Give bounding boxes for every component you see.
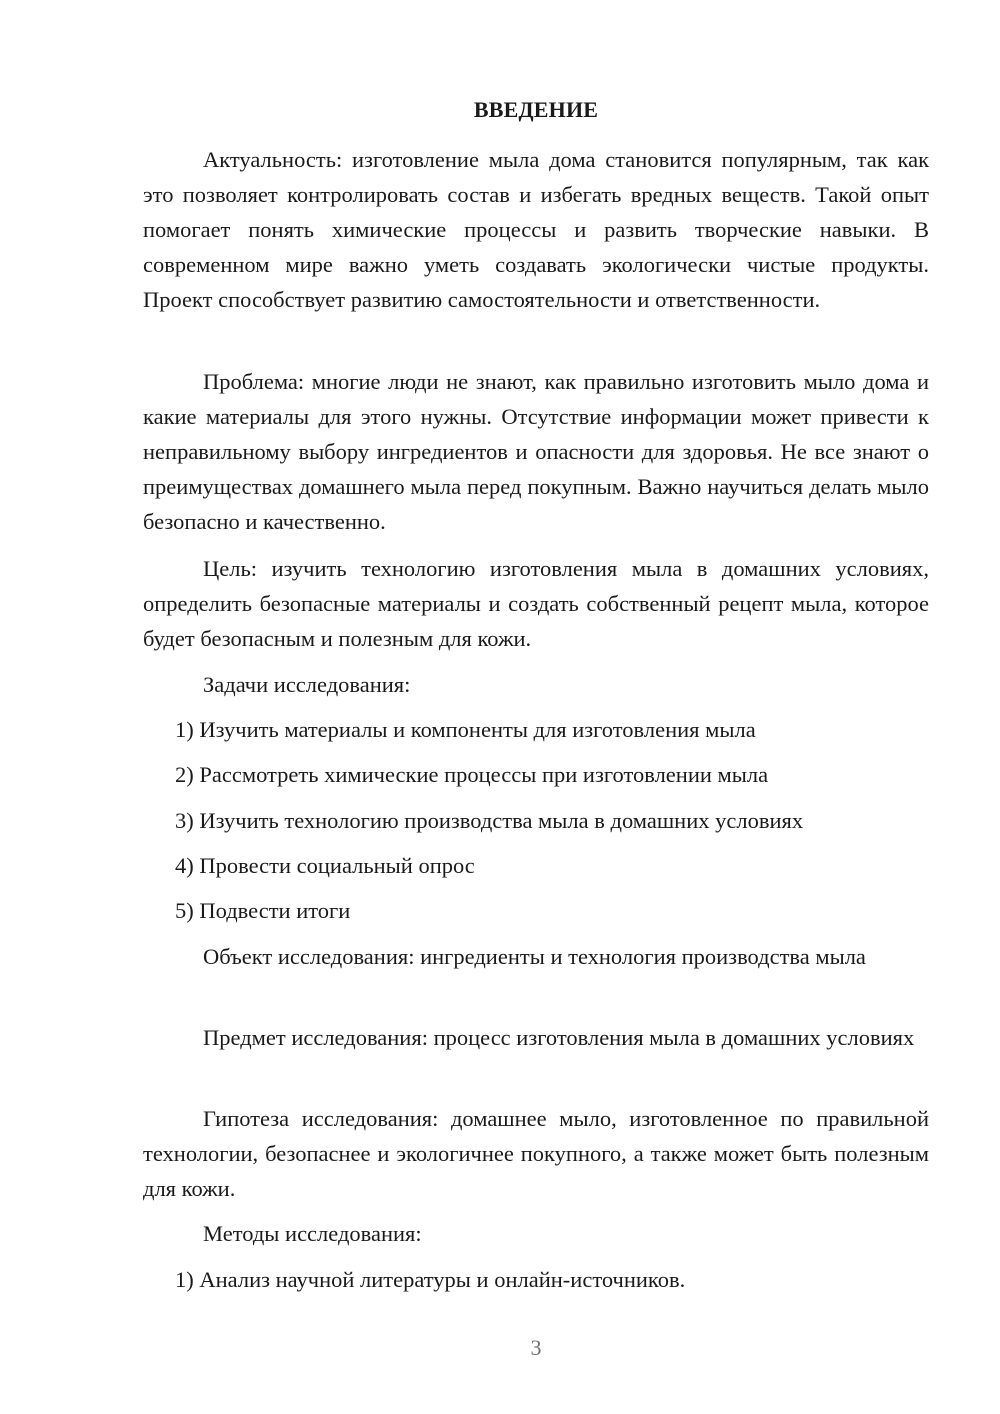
page-number: 3	[530, 1335, 542, 1360]
methods-heading: Методы исследования:	[203, 1221, 422, 1246]
method-item: 1) Анализ научной литературы и онлайн-источников.	[175, 1267, 686, 1292]
task-item: 2) Рассмотреть химические процессы при изготовлении мыла	[175, 762, 769, 787]
goal-paragraph: Цель: изучить технологию изготовления мыла в домашних условиях, определить безопасные материалы и создать собственный рецепт мыла, которое будет безопасным и полезным для кожи.	[143, 556, 929, 651]
object-paragraph: Объект исследования: ингредиенты и технология производства мыла	[203, 944, 866, 969]
task-item: 3) Изучить технологию производства мыла в домашних условиях	[175, 808, 804, 833]
problem-paragraph: Проблема: многие люди не знают, как правильно изготовить мыло дома и какие материалы для этого нужны. Отсутствие информации может привести к неправильному выбору ингредиентов и опасности для здоровья. Не все знают о преимуществах домашнего мыла перед покупным. Важно научиться делать мыло безопасно и качественно.	[143, 369, 929, 534]
subject-paragraph: Предмет исследования: процесс изготовления мыла в домашних условиях	[203, 1025, 915, 1050]
relevance-paragraph: Актуальность: изготовление мыла дома становится популярным, так как это позволяет контролировать состав и избегать вредных веществ. Такой опыт помогает понять химические процессы и развить творческие навыки. В современном мире важно уметь создавать экологически чистые продукты. Проект способствует развитию самостоятельности и ответственности.	[143, 147, 929, 312]
tasks-heading: Задачи исследования:	[203, 672, 411, 697]
hypothesis-paragraph: Гипотеза исследования: домашнее мыло, изготовленное по правильной технологии, безопаснее и экологичнее покупного, а также может быть полезным для кожи.	[143, 1106, 929, 1201]
task-item: 5) Подвести итоги	[175, 898, 351, 923]
page-title: ВВЕДЕНИЕ	[473, 97, 599, 122]
task-item: 1) Изучить материалы и компоненты для изготовления мыла	[175, 717, 756, 742]
task-item: 4) Провести социальный опрос	[175, 853, 475, 878]
